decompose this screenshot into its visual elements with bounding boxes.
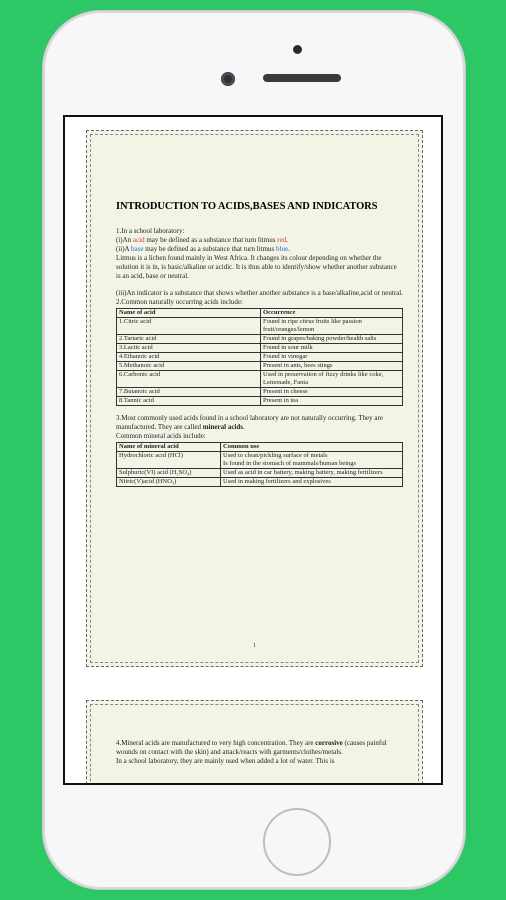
document-page-1 <box>86 130 423 667</box>
page-content <box>116 201 403 487</box>
table-row: 2.Tartaric acid Found in grapes/baking powder/health salts <box>117 335 403 344</box>
table-header: Name of acid <box>117 309 261 318</box>
home-button-icon[interactable] <box>263 808 331 876</box>
table-row: 1.Citric acid Found in ripe citrus fruits like passion fruit/oranges/lemon <box>117 318 403 335</box>
table-row: 7.Butanoic acid Present in cheese <box>117 388 403 397</box>
document-page-2 <box>86 700 423 785</box>
red-word: red <box>277 236 287 244</box>
mineral-acids-table <box>116 442 403 487</box>
sensor-dot <box>293 45 302 54</box>
corrosive-term: corrosive <box>315 739 343 747</box>
table-row: 5.Methanoic acid Present in ants, bees stings <box>117 362 403 371</box>
paragraph: (iii)An indicator is a substance that shows whether another substance is a base/alkaline,acid or neutral. <box>116 289 403 297</box>
document-viewer[interactable] <box>63 115 443 785</box>
table-row: Hydrochloric acid (HCl) Used to clean/pickling surface of metals Is found in the stomach of mammals/human beings <box>117 452 403 469</box>
page-content <box>116 739 403 766</box>
acid-definition: (i)An acid may be defined as a substance that turn litmus red. <box>116 236 288 244</box>
front-camera-icon <box>221 72 235 86</box>
paragraph: 1.In a school laboratory: <box>116 227 185 235</box>
blue-word: blue <box>276 245 289 253</box>
base-word: base <box>130 245 144 253</box>
page-number: 1 <box>253 643 256 649</box>
table-header: Occurrence <box>261 309 403 318</box>
earpiece-speaker <box>263 74 341 82</box>
mineral-acids-paragraph: 3.Most commonly used acids found in a school laboratory are not naturally occurring. They are manufactured. They are called mineral acids. <box>116 414 383 431</box>
natural-acids-table <box>116 308 403 406</box>
mineral-acids-term: mineral acids <box>202 423 243 431</box>
acid-word: acid <box>132 236 145 244</box>
paragraph: Litmus is a lichen found mainly in West Africa. It changes its colour depending on whether the solution it is in, is basic/alkaline or acidic. It is thus able to identify/show whether another substance is an acid, base or neutral. <box>116 254 397 280</box>
table-row: 3.Lactic acid Found in sour milk <box>117 344 403 353</box>
document-title: INTRODUCTION TO ACIDS,BASES AND INDICATORS <box>116 201 378 212</box>
table-row: 6.Carbonic acid Used in preservation of fizzy drinks like coke, Lemonade, Fanta <box>117 371 403 388</box>
table-row: Sulphuric(VI) acid (H₂SO₄) Used as acid in car battery, making battery, making fertilizers <box>117 469 403 478</box>
paragraph: 2.Common naturally occurring acids include: <box>116 298 243 306</box>
table-header: Name of mineral acid <box>117 443 221 452</box>
base-definition: (ii)A base may be defined as a substance that turn litmus blue. <box>116 245 290 253</box>
corrosive-paragraph: 4.Mineral acids are manufactured to very high concentration. They are corrosive (causes painful wounds on contact with the skin) and attack/reacts with garments/clothes/metals. <box>116 739 387 756</box>
table-row: 4.Ethanoic acid Found in vinegar <box>117 353 403 362</box>
paragraph: In a school laboratory, they are mainly used when added a lot of water. This is <box>116 757 335 765</box>
table-row: 8.Tannic acid Present in tea <box>117 397 403 406</box>
table-header: Common use <box>221 443 403 452</box>
paragraph: Common mineral acids include: <box>116 432 206 440</box>
table-row: Nitric(V)acid (HNO₃) Used in making fertilizers and explosives <box>117 478 403 487</box>
